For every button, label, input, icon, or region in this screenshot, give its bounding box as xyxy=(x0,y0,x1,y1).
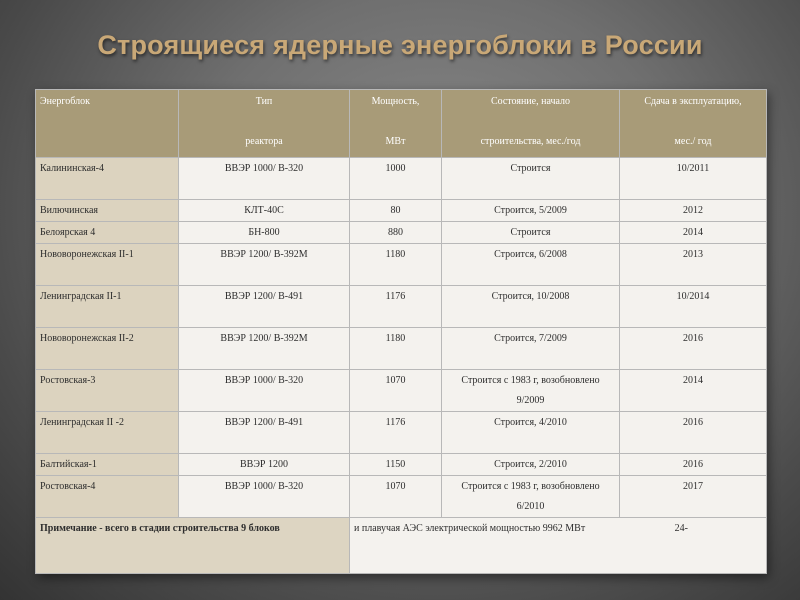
commission-value: 2016 xyxy=(620,454,767,476)
header-status: Состояние, начало строительства, мес./год xyxy=(442,90,620,158)
status-value: Строится, 10/2008 xyxy=(442,286,620,328)
table-row xyxy=(36,476,767,518)
power-value: 1000 xyxy=(350,158,442,200)
commission-value: 2013 xyxy=(620,244,767,286)
status-value: Строится, 7/2009 xyxy=(442,328,620,370)
power-value: 1070 xyxy=(350,370,442,412)
status-value: Строится, 4/2010 xyxy=(442,412,620,454)
status-value: Строится с 1983 г, возобновлено 9/2009 xyxy=(442,370,620,412)
header-unit: Энергоблок xyxy=(36,90,179,158)
reactor-type: ВВЭР 1000/ В-320 xyxy=(179,476,350,518)
reactor-table-container xyxy=(35,89,766,574)
unit-name: Ростовская-3 xyxy=(36,370,179,412)
table-row xyxy=(36,244,767,286)
unit-name: Ленинградская II-1 xyxy=(36,286,179,328)
status-value: Строится, 5/2009 xyxy=(442,200,620,222)
header-power: Мощность, МВт xyxy=(350,90,442,158)
unit-name: Балтийская-1 xyxy=(36,454,179,476)
header-reactor-type: Тип реактора xyxy=(179,90,350,158)
table-row xyxy=(36,200,767,222)
reactor-type: КЛТ-40С xyxy=(179,200,350,222)
table-row xyxy=(36,370,767,412)
reactor-type: ВВЭР 1000/ В-320 xyxy=(179,158,350,200)
power-value: 1176 xyxy=(350,286,442,328)
power-value: 1180 xyxy=(350,244,442,286)
status-value: Строится с 1983 г, возобновлено 6/2010 xyxy=(442,476,620,518)
commission-value: 2012 xyxy=(620,200,767,222)
power-value: 1180 xyxy=(350,328,442,370)
status-value: Строится, 2/2010 xyxy=(442,454,620,476)
reactor-type: ВВЭР 1200/ В-392М xyxy=(179,328,350,370)
reactor-table xyxy=(35,89,767,574)
table-row xyxy=(36,158,767,200)
reactor-type: БН-800 xyxy=(179,222,350,244)
table-row xyxy=(36,286,767,328)
unit-name: Ростовская-4 xyxy=(36,476,179,518)
note-right-tail: 24- xyxy=(674,523,688,534)
reactor-type: ВВЭР 1000/ В-320 xyxy=(179,370,350,412)
table-header-row xyxy=(36,90,767,158)
power-value: 80 xyxy=(350,200,442,222)
commission-value: 10/2011 xyxy=(620,158,767,200)
table-row xyxy=(36,222,767,244)
commission-value: 2014 xyxy=(620,370,767,412)
unit-name: Белоярская 4 xyxy=(36,222,179,244)
power-value: 1070 xyxy=(350,476,442,518)
commission-value: 2014 xyxy=(620,222,767,244)
power-value: 1150 xyxy=(350,454,442,476)
table-row xyxy=(36,328,767,370)
table-row xyxy=(36,454,767,476)
power-value: 880 xyxy=(350,222,442,244)
slide-title: Строящиеся ядерные энергоблоки в России xyxy=(97,30,703,60)
reactor-type: ВВЭР 1200 xyxy=(179,454,350,476)
power-value: 1176 xyxy=(350,412,442,454)
unit-name: Вилючинская xyxy=(36,200,179,222)
commission-value: 10/2014 xyxy=(620,286,767,328)
header-commissioning: Сдача в эксплуатацию, мес./ год xyxy=(620,90,767,158)
reactor-type: ВВЭР 1200/ В-491 xyxy=(179,286,350,328)
unit-name: Нововоронежская II-1 xyxy=(36,244,179,286)
note-row xyxy=(36,518,767,574)
note-right xyxy=(350,518,767,574)
status-value: Строится xyxy=(442,222,620,244)
reactor-type: ВВЭР 1200/ В-392М xyxy=(179,244,350,286)
commission-value: 2017 xyxy=(620,476,767,518)
unit-name: Ленинградская II -2 xyxy=(36,412,179,454)
note-left: Примечание - всего в стадии строительства 9 блоков xyxy=(36,518,350,574)
commission-value: 2016 xyxy=(620,328,767,370)
table-row xyxy=(36,412,767,454)
unit-name: Нововоронежская II-2 xyxy=(36,328,179,370)
status-value: Строится xyxy=(442,158,620,200)
status-value: Строится, 6/2008 xyxy=(442,244,620,286)
reactor-type: ВВЭР 1200/ В-491 xyxy=(179,412,350,454)
unit-name: Калининская-4 xyxy=(36,158,179,200)
note-right-text: и плавучая АЭС электрической мощностью 9962 МВт xyxy=(354,523,586,534)
commission-value: 2016 xyxy=(620,412,767,454)
